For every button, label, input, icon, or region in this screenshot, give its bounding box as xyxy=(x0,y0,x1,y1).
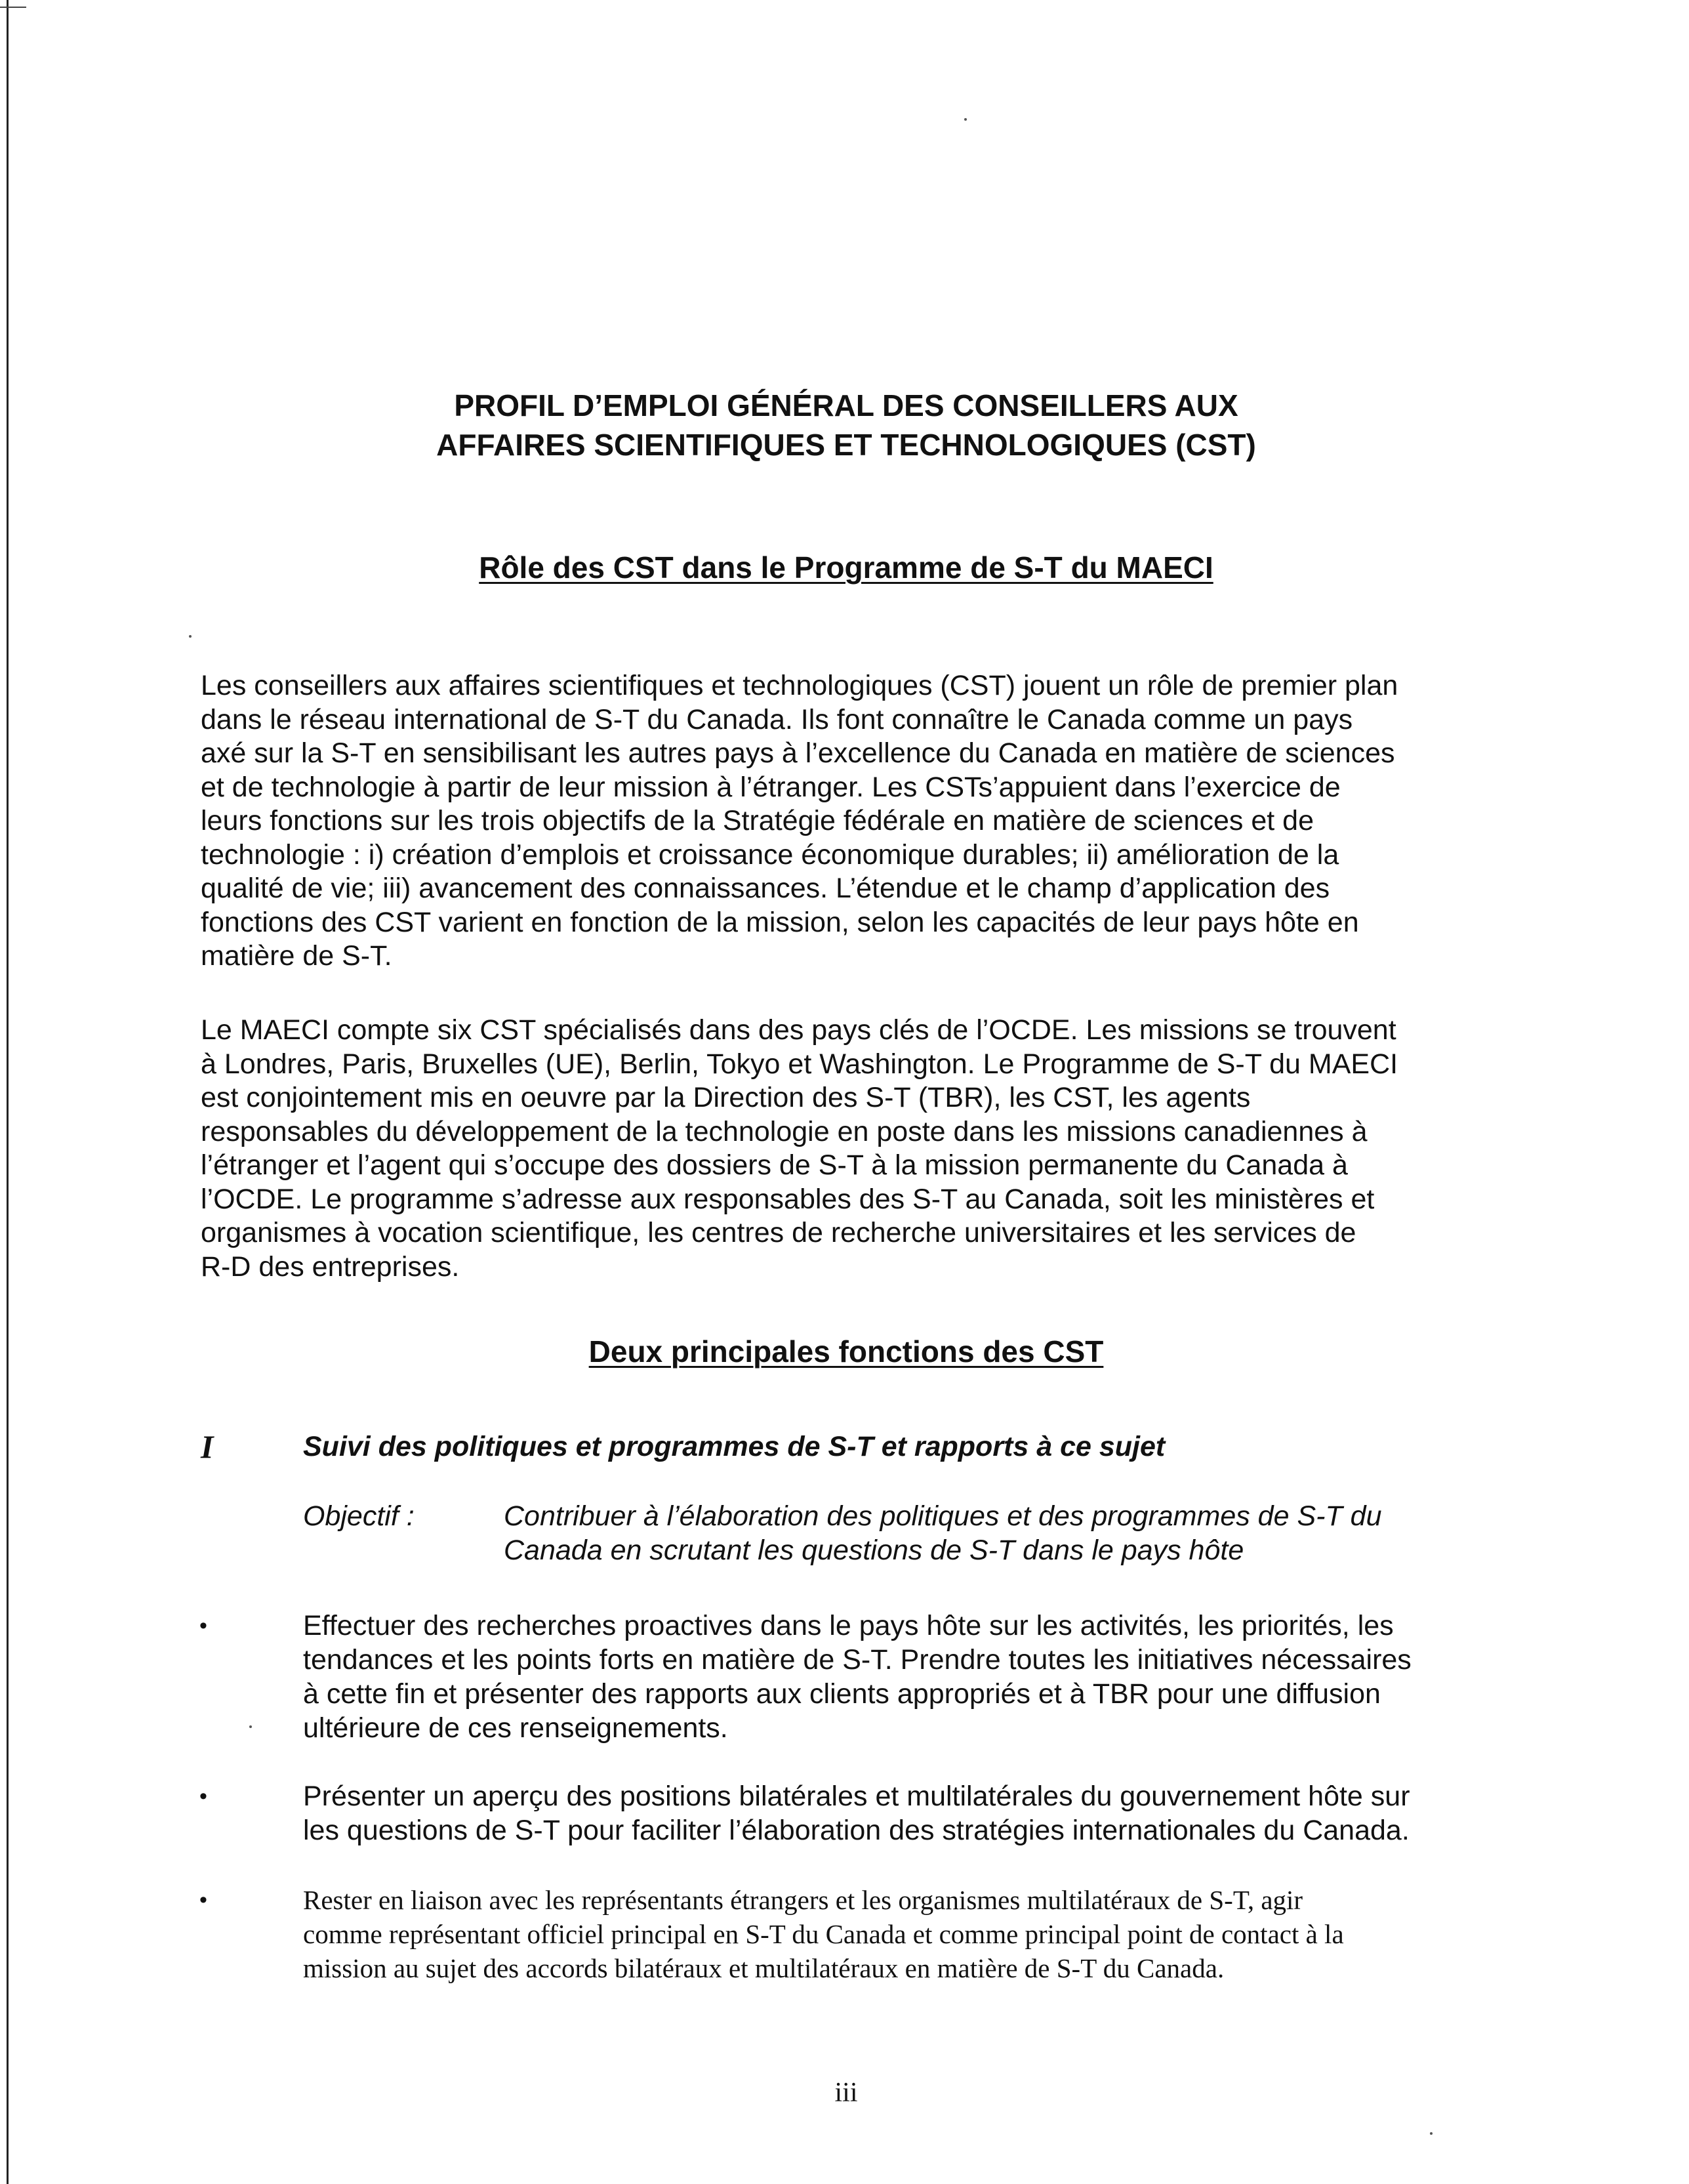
page-number: iii xyxy=(834,2078,858,2108)
text-line: responsables du développement de la technologie en poste dans les missions canadiennes à xyxy=(201,1115,1368,1147)
scan-speck xyxy=(1430,2132,1433,2135)
heading-role-text: Rôle des CST dans le Programme de S-T du MAECI xyxy=(479,550,1213,585)
heading-functions-text: Deux principales fonctions des CST xyxy=(588,1334,1104,1369)
text-line: est conjointement mis en oeuvre par la Direction des S-T (TBR), les CST, les agents xyxy=(201,1082,1251,1113)
scan-speck xyxy=(964,118,967,121)
scan-speck xyxy=(249,1725,252,1728)
bullet-marker: • xyxy=(199,1613,207,1638)
section-numeral: I xyxy=(201,1428,214,1465)
text-line: l’étranger et l’agent qui s’occupe des dossiers de S-T à la mission permanente du Canada à xyxy=(201,1149,1348,1181)
text-line: qualité de vie; iii) avancement des connaissances. L’étendue et le champ d’application des xyxy=(201,873,1330,904)
bullet-item-2 xyxy=(303,1779,1523,1847)
text-line: et de technologie à partir de leur mission à l’étranger. Les CSTs’appuient dans l’exercice de xyxy=(201,771,1341,803)
document-title xyxy=(197,386,1496,464)
heading-functions xyxy=(197,1332,1496,1371)
heading-role xyxy=(197,548,1496,587)
text-line: Les conseillers aux affaires scientifiques et technologiques (CST) jouent un rôle de premier plan xyxy=(201,670,1398,701)
text-line: Canada en scrutant les questions de S-T dans le pays hôte xyxy=(504,1535,1244,1566)
bullet-marker: • xyxy=(199,1784,207,1809)
section-title: Suivi des politiques et programmes de S-T et rapports à ce sujet xyxy=(303,1431,1166,1462)
text-line: l’OCDE. Le programme s’adresse aux responsables des S-T au Canada, soit les ministères et xyxy=(201,1183,1375,1215)
text-line: matière de S-T. xyxy=(201,940,392,972)
paragraph-role-1 xyxy=(201,669,1519,974)
bullet-item-3 xyxy=(303,1883,1523,1985)
text-line: leurs fonctions sur les trois objectifs de la Stratégie fédérale en matière de sciences et de xyxy=(201,805,1314,836)
text-line: comme représentant officiel principal en S-T du Canada et comme principal point de contact à la xyxy=(303,1919,1344,1949)
text-line: Le MAECI compte six CST spécialisés dans des pays clés de l’OCDE. Les missions se trouvent xyxy=(201,1014,1396,1046)
text-line: dans le réseau international de S-T du Canada. Ils font connaître le Canada comme un pays xyxy=(201,703,1353,735)
paragraph-role-2 xyxy=(201,1014,1519,1284)
text-line: R-D des entreprises. xyxy=(201,1250,460,1283)
title-line-2: AFFAIRES SCIENTIFIQUES ET TECHNOLOGIQUES (CST) xyxy=(436,428,1256,462)
text-line: organismes à vocation scientifique, les centres de recherche universitaires et les services de xyxy=(201,1217,1356,1248)
title-line-1: PROFIL D’EMPLOI GÉNÉRAL DES CONSEILLERS AUX xyxy=(454,388,1238,422)
objective-text xyxy=(504,1499,1507,1567)
text-line: mission au sujet des accords bilatéraux et multilatéraux en matière de S-T du Canada. xyxy=(303,1953,1225,1983)
text-line: technologie : i) création d’emplois et croissance économique durables; ii) amélioration de la xyxy=(201,838,1339,871)
objective-label: Objectif : xyxy=(303,1500,415,1532)
scan-left-edge xyxy=(7,0,9,2184)
text-line: Rester en liaison avec les représentants étrangers et les organismes multilatéraux de S-T, agir xyxy=(303,1885,1303,1915)
text-line: les questions de S-T pour faciliter l’élaboration des stratégies internationales du Canada. xyxy=(303,1815,1410,1846)
text-line: à Londres, Paris, Bruxelles (UE), Berlin, Tokyo et Washington. Le Programme de S-T du MAECI xyxy=(201,1048,1398,1080)
scan-speck xyxy=(189,635,192,638)
text-line: à cette fin et présenter des rapports aux clients appropriés et à TBR pour une diffusion xyxy=(303,1678,1381,1710)
text-line: Effectuer des recherches proactives dans le pays hôte sur les activités, les priorités, les xyxy=(303,1610,1394,1641)
text-line: Contribuer à l’élaboration des politiques et des programmes de S-T du xyxy=(504,1500,1382,1532)
text-line: ultérieure de ces renseignements. xyxy=(303,1712,728,1744)
bullet-marker: • xyxy=(199,1887,207,1912)
text-line: fonctions des CST varient en fonction de la mission, selon les capacités de leur pays hôte en xyxy=(201,906,1359,938)
scan-top-edge xyxy=(0,7,26,8)
bullet-item-1 xyxy=(303,1609,1523,1745)
text-line: tendances et les points forts en matière de S-T. Prendre toutes les initiatives nécessaires xyxy=(303,1644,1412,1676)
text-line: axé sur la S-T en sensibilisant les autres pays à l’excellence du Canada en matière de sciences xyxy=(201,737,1395,769)
text-line: Présenter un aperçu des positions bilatérales et multilatérales du gouvernement hôte sur xyxy=(303,1781,1410,1812)
